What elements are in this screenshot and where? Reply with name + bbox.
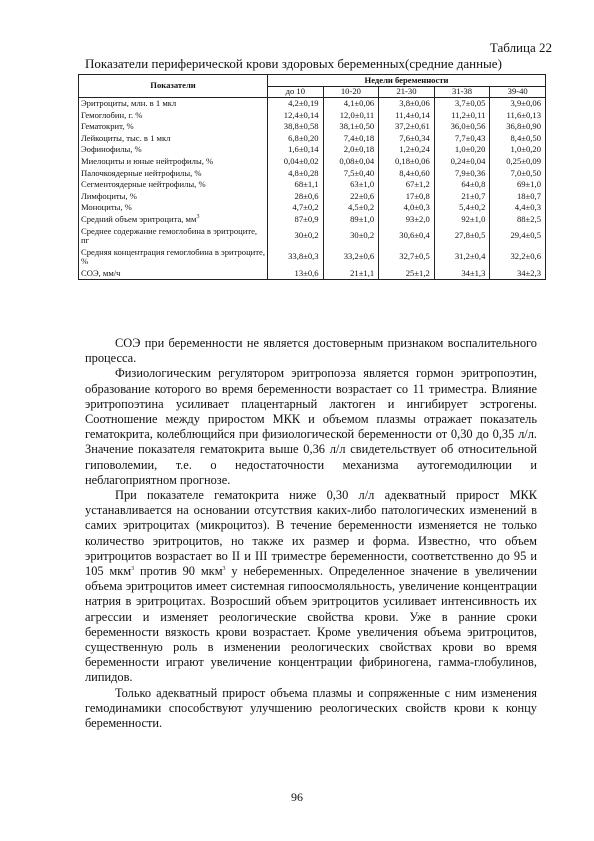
table-cell: 92±1,0	[434, 214, 490, 226]
table-cell: 4,0±0,3	[379, 202, 435, 214]
text-fragment: у небеременных. Определенное значение в увеличении объема эритроцитов имеет системная гипоосмоляльность, увеличение концентрации натрия в эритроцитах. Возросший объем эритроцитов усиливает интенсивность их агрессии и изменяет реологические свойства крови. Уже в ранние сроки беременности вязкость крови возрастает. Кроме увеличения объема эритроцитов, существенную роль в изменении реологических свойствах крови во время беременности играют увеличение концентрации фибриногена, гамма-глобулинов, липидов.	[85, 564, 537, 685]
table-cell: 30±0,2	[323, 226, 379, 247]
table-cell: 0,04±0,02	[268, 156, 324, 168]
table-cell: 37,2±0,61	[379, 121, 435, 133]
table-cell: 32,7±0,5	[379, 247, 435, 268]
table-row	[79, 156, 546, 168]
blood-indicators-table	[78, 74, 546, 280]
table-row	[79, 202, 546, 214]
table-cell: 38,8±0,58	[268, 121, 324, 133]
row-label-text: Лейкоциты, тыс. в 1 мкл	[81, 132, 171, 143]
table-cell: 3,9±0,06	[490, 98, 546, 110]
header-period: 31-38	[434, 87, 490, 98]
table-cell: 4,5±0,2	[323, 202, 379, 214]
table-cell: 21±1,1	[323, 268, 379, 280]
table-row	[79, 268, 546, 280]
table-cell: 89±1,0	[323, 214, 379, 226]
table-cell: 7,5±0,40	[323, 168, 379, 180]
row-label	[79, 247, 268, 268]
table-cell: 17±0,8	[379, 191, 435, 203]
row-label	[79, 268, 268, 280]
paragraph: Физиологическим регулятором эритропоэза является гормон эритропоэтин, образование которого во время беременности возрастает со 11 триместра. Влияние эритропоэтина усиливает плацентарный лактоген и ингибирует эстрогены. Соотношение между приростом МКК и объемом плазмы отражает показатель гематокрита, колеблющийся при физиологической беременности от 0,30 до 0,35 л/л. Значение показателя гематокрита выше 0,36 л/л свидетельствует об относительной гиповолемии, т.е. о недостаточности механизма аутогемодилюции и неблагоприятном прогнозе.	[85, 366, 537, 487]
table-cell: 7,6±0,34	[379, 133, 435, 145]
table-cell: 30±0,2	[268, 226, 324, 247]
table-cell: 1,2±0,24	[379, 144, 435, 156]
table-cell: 1,0±0,20	[434, 144, 490, 156]
row-label-text: Сегментоядерные нейтрофилы, %	[81, 179, 206, 190]
row-label	[79, 214, 268, 226]
table-cell: 11,2±0,11	[434, 110, 490, 122]
table-cell: 88±2,5	[490, 214, 546, 226]
header-period: 39-40	[490, 87, 546, 98]
table-cell: 4,4±0,3	[490, 202, 546, 214]
row-label	[79, 226, 268, 247]
row-label	[79, 121, 268, 133]
table-cell: 63±1,0	[323, 179, 379, 191]
table-cell: 8,4±0,60	[379, 168, 435, 180]
table-cell: 18±0,7	[490, 191, 546, 203]
superscript: 3	[222, 565, 226, 572]
table-cell: 32,2±0,6	[490, 247, 546, 268]
table-cell: 7,4±0,18	[323, 133, 379, 145]
row-label-text: Эофинофилы, %	[81, 144, 142, 155]
header-period: 21-30	[379, 87, 435, 98]
table-cell: 34±1,3	[434, 268, 490, 280]
table-cell: 4,8±0,28	[268, 168, 324, 180]
row-label	[79, 179, 268, 191]
table-cell: 0,18±0,06	[379, 156, 435, 168]
table-row	[79, 214, 546, 226]
text-fragment: При показателе гематокрита ниже 0,30 л/л адекватный прирост МКК устанавливается на основании отсутствия каких-либо патологических изменений в самих эритроцитах (микроцитоз). В течение беременности изменяется не только количество эритроцитов, но также их размер и форма. Известно, что объем эритроцитов возрастает во II и III триместре беременности, соответственно до 95 и 105 мкм	[85, 488, 537, 579]
page-number: 96	[291, 790, 303, 804]
table-cell: 8,4±0,50	[490, 133, 546, 145]
table-row	[79, 168, 546, 180]
header-weeks: Недели беременности	[268, 75, 546, 87]
row-label-text: Миелоциты и юные нейтрофилы, %	[81, 156, 214, 167]
unit-superscript: 3	[196, 214, 200, 221]
row-label	[79, 168, 268, 180]
table-cell: 28±0,6	[268, 191, 324, 203]
row-label-text: Средний объем эритроцита, мм	[81, 214, 197, 224]
table-caption: Показатели периферической крови здоровых беременных(средние данные)	[85, 56, 502, 71]
row-label-text: Гематокрит, %	[81, 121, 134, 132]
row-label	[79, 98, 268, 110]
row-label	[79, 202, 268, 214]
table-cell: 27,8±0,5	[434, 226, 490, 247]
row-label	[79, 191, 268, 203]
header-indicator: Показатели	[79, 75, 268, 98]
table-cell: 12,4±0,14	[268, 110, 324, 122]
table-row	[79, 191, 546, 203]
text-fragment: против 90 мкм	[134, 564, 223, 579]
table-cell: 68±1,1	[268, 179, 324, 191]
table-cell: 3,8±0,06	[379, 98, 435, 110]
table-cell: 7,7±0,43	[434, 133, 490, 145]
row-label-text: Средняя концентрация гемоглобина в эритроците, %	[81, 246, 266, 267]
table-cell: 33,2±0,6	[323, 247, 379, 268]
table-cell: 0,24±0,04	[434, 156, 490, 168]
table-cell: 36,8±0,90	[490, 121, 546, 133]
row-label-text: Лимфоциты, %	[81, 190, 137, 201]
row-label-text: Палочкоядерные нейтрофилы, %	[81, 167, 202, 178]
table-cell: 25±1,2	[379, 268, 435, 280]
table-cell: 33,8±0,3	[268, 247, 324, 268]
paragraph: СОЭ при беременности не является достоверным признаком воспалительного процесса.	[85, 336, 537, 366]
row-label-text: Среднее содержание гемоглобина в эритроците, пг	[81, 225, 258, 246]
table-cell: 4,1±0,06	[323, 98, 379, 110]
table-cell: 0,08±0,04	[323, 156, 379, 168]
table-cell: 30,6±0,4	[379, 226, 435, 247]
table-number: Таблица 22	[489, 40, 552, 55]
table-row	[79, 144, 546, 156]
table-row	[79, 247, 546, 268]
table-cell: 64±0,8	[434, 179, 490, 191]
table-cell: 13±0,6	[268, 268, 324, 280]
table-cell: 21±0,7	[434, 191, 490, 203]
table-cell: 29,4±0,5	[490, 226, 546, 247]
table-cell: 4,7±0,2	[268, 202, 324, 214]
table-cell: 34±2,3	[490, 268, 546, 280]
table-cell: 1,6±0,14	[268, 144, 324, 156]
superscript: 3	[131, 565, 135, 572]
table-cell: 7,0±0,50	[490, 168, 546, 180]
table-cell: 12,0±0,11	[323, 110, 379, 122]
table-cell: 6,8±0,20	[268, 133, 324, 145]
table-row	[79, 98, 546, 110]
table-cell: 7,9±0,36	[434, 168, 490, 180]
header-period: до 10	[268, 87, 324, 98]
row-label	[79, 133, 268, 145]
row-label	[79, 144, 268, 156]
table-row	[79, 121, 546, 133]
row-label-text: СОЭ, мм/ч	[81, 267, 121, 278]
table-cell: 22±0,6	[323, 191, 379, 203]
body-text	[85, 336, 537, 731]
table-row	[79, 133, 546, 145]
row-label	[79, 110, 268, 122]
row-label-text: Моноциты, %	[81, 202, 132, 213]
table-cell: 4,2±0,19	[268, 98, 324, 110]
paragraph	[85, 488, 537, 686]
table-cell: 11,4±0,14	[379, 110, 435, 122]
table-cell: 1,0±0,20	[490, 144, 546, 156]
table-cell: 67±1,2	[379, 179, 435, 191]
table-cell: 5,4±0,2	[434, 202, 490, 214]
table-cell: 36,0±0,56	[434, 121, 490, 133]
paragraph: Только адекватный прирост объема плазмы и сопряженные с ним изменения гемодинамики способствуют улучшению реологических свойств крови к концу беременности.	[85, 685, 537, 731]
header-period: 10-20	[323, 87, 379, 98]
table-cell: 93±2,0	[379, 214, 435, 226]
table-cell: 38,1±0,50	[323, 121, 379, 133]
row-label-text: Гемоглобин, г. %	[81, 109, 143, 120]
table-cell: 0,25±0,09	[490, 156, 546, 168]
table-cell: 11,6±0,13	[490, 110, 546, 122]
table-cell: 31,2±0,4	[434, 247, 490, 268]
table-row	[79, 179, 546, 191]
table-cell: 2,0±0,18	[323, 144, 379, 156]
row-label-text: Эритроциты, млн. в 1 мкл	[81, 98, 177, 109]
table-row	[79, 110, 546, 122]
row-label	[79, 156, 268, 168]
table-cell: 69±1,0	[490, 179, 546, 191]
table-cell: 3,7±0,05	[434, 98, 490, 110]
table-row	[79, 226, 546, 247]
table-cell: 87±0,9	[268, 214, 324, 226]
